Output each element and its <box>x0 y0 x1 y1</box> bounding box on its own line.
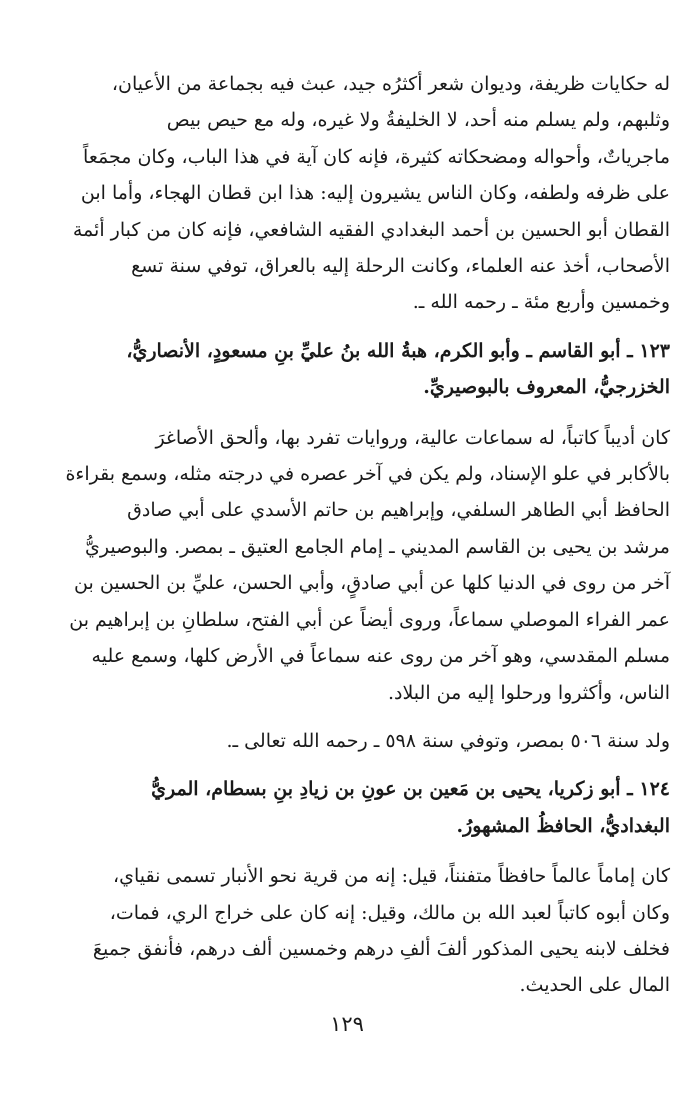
text-line: ١٢٣ ـ أبو القاسم ـ وأبو الكرم، هبةُ الله بنُ عليِّ بنِ مسعودٍ، الأنصاريُّ، <box>126 339 670 362</box>
text-line: الخزرجيُّ، المعروف بالبوصيريِّ. <box>423 376 670 399</box>
text-line: المال على الحديث. <box>519 974 670 997</box>
text-line: البغداديُّ، الحافظُ المشهورُ. <box>456 814 670 837</box>
text-line: فخلف لابنه يحيى المذكور ألفَ ألفِ درهم وخمسين ألف درهم، فأنفق جميعَ <box>92 937 670 960</box>
text-line: القطان أبو الحسين بن أحمد البغدادي الفقيه الشافعي، فإنه كان من كبار أئمة <box>72 218 670 241</box>
text-line: ولد سنة ٥٠٦ بمصر، وتوفي سنة ٥٩٨ ـ رحمه الله تعالى ـ. <box>226 729 670 752</box>
paragraph-intro <box>62 66 670 321</box>
text-line: ماجرياتٌ، وأحواله ومضحكاته كثيرة، فإنه كان آية في هذا الباب، وكان مجمَعاً <box>83 145 670 168</box>
text-line: بالأكابر في علو الإسناد، ولم يكن في آخر عصره في درجته مثله، وسمع بقراءة <box>65 463 670 486</box>
text-line: كان أديباً كاتباً، له سماعات عالية، وروايات تفرد بها، وألحق الأصاغرَ <box>155 426 670 449</box>
text-line: كان إماماً عالماً حافظاً متفنناً، قيل: إنه من قرية نحو الأنبار تسمى نقياي، <box>112 865 670 888</box>
text-line: الناس، وأكثروا ورحلوا إليه من البلاد. <box>387 681 670 704</box>
paragraph-biography-123 <box>62 420 670 711</box>
text-line: مرشد بن يحيى بن القاسم المديني ـ إمام الجامع العتيق ـ بمصر. والبوصيريُّ <box>85 535 670 558</box>
text-line: ١٢٤ ـ أبو زكريا، يحيى بن مَعين بن عونِ بن زيادِ بنِ بسطام، المريُّ <box>151 778 670 801</box>
page-number: ١٢٩ <box>330 1012 364 1036</box>
text-line: مسلم المقدسي، وهو آخر من روى عنه سماعاً في الأرض كلها، وسمع عليه <box>91 645 670 668</box>
entry-heading-124 <box>62 771 670 844</box>
text-line: الأصحاب، أخذ عنه العلماء، وكانت الرحلة إليه بالعراق، توفي سنة تسع <box>131 255 670 278</box>
text-line: له حكايات ظريفة، وديوان شعر أكثرُه جيد، عبث فيه بجماعة من الأعيان، <box>111 73 670 95</box>
text-line: الحافظ أبي الطاهر السلفي، وإبراهيم بن حاتم الأسدي على أبي صادق <box>127 499 670 522</box>
text-line: وخمسين وأربع مئة ـ رحمه الله ـ. <box>412 291 670 314</box>
paragraph-biography-124 <box>62 858 670 1004</box>
text-line: وثلبهم، ولم يسلم منه أحد، لا الخليفةُ ولا غيره، وله مع حيص بيص <box>166 109 670 132</box>
page-body <box>62 66 670 1004</box>
paragraph-dates-123 <box>62 723 670 759</box>
text-line: على ظرفه ولطفه، وكان الناس يشيرون إليه: هذا ابن قطان الهجاء، وأما ابن <box>80 182 670 205</box>
text-line: عمر الفراء الموصلي سماعاً، وروى أيضاً عن أبي الفتح، سلطانِ بن إبراهيم بن <box>69 608 670 631</box>
entry-heading-123 <box>62 333 670 406</box>
text-line: وكان أبوه كاتباً لعبد الله بن مالك، وقيل: إنه كان على خراج الري، فمات، <box>109 901 670 924</box>
text-line: آخر من روى في الدنيا كلها عن أبي صادقٍ، وأبي الحسن، عليِّ بن الحسين بن <box>74 572 670 595</box>
